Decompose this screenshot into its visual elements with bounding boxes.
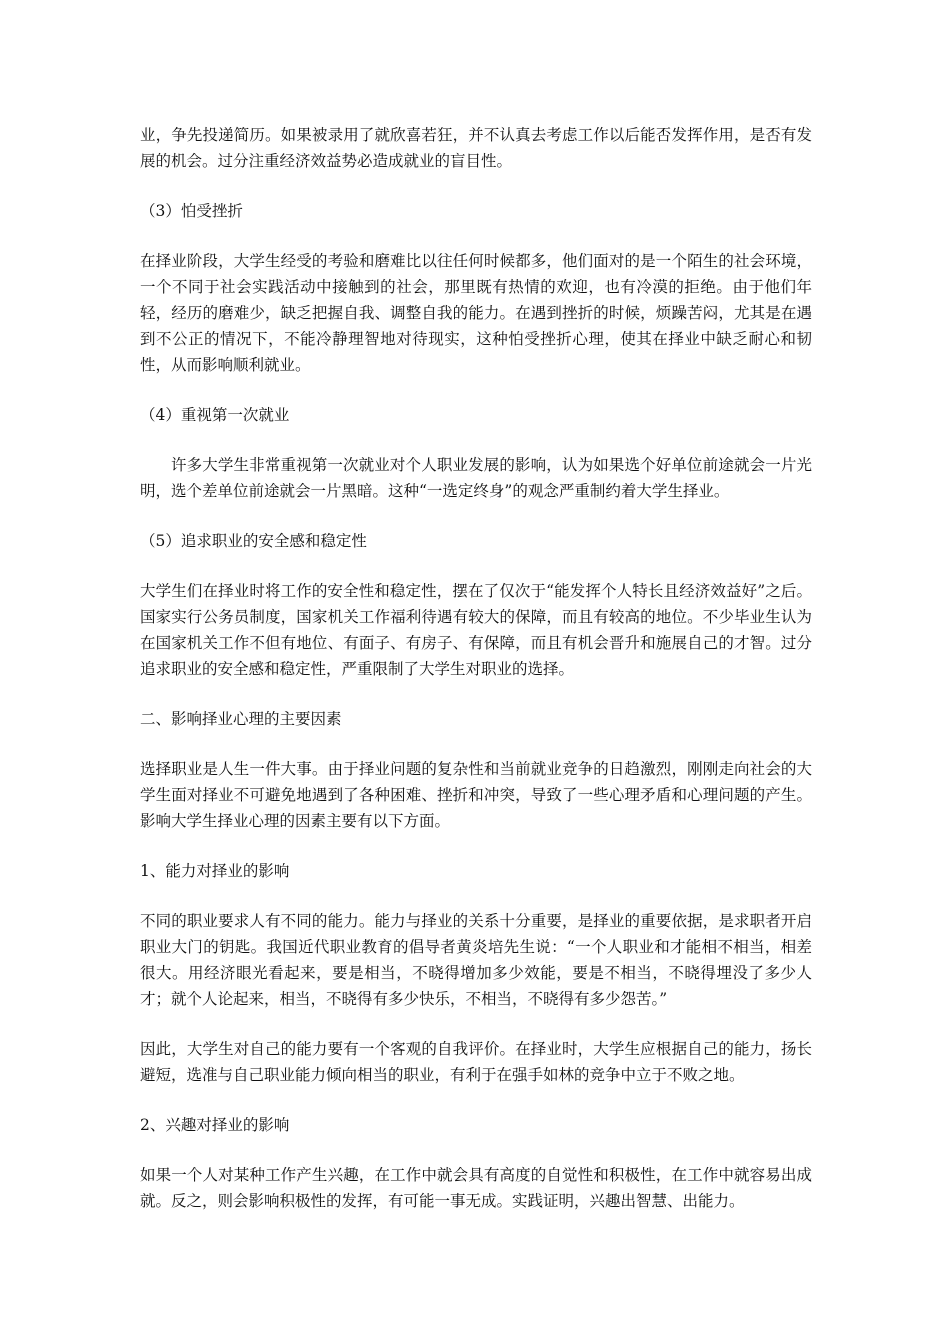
paragraph: 因此，大学生对自己的能力要有一个客观的自我评价。在择业时，大学生应根据自己的能力，扬长避短，选准与自己职业能力倾向相当的职业，有利于在强手如林的竞争中立于不败之地。: [140, 1040, 812, 1084]
paragraph: 如果一个人对某种工作产生兴趣，在工作中就会具有高度的自觉性和积极性，在工作中就容易出成就。反之，则会影响积极性的发挥，有可能一事无成。实践证明，兴趣出智慧、出能力。: [140, 1166, 812, 1210]
paragraph: 业，争先投递简历。如果被录用了就欣喜若狂，并不认真去考虑工作以后能否发挥作用，是否有发展的机会。过分注重经济效益势必造成就业的盲目性。: [140, 126, 812, 170]
paragraph: 在择业阶段，大学生经受的考验和磨难比以往任何时候都多，他们面对的是一个陌生的社会环境，一个不同于社会实践活动中接触到的社会，那里既有热情的欢迎，也有冷漠的拒绝。由于他们年轻，经历的磨难少，缺乏把握自我、调整自我的能力。在遇到挫折的时候，烦躁苦闷，尤其是在遇到不公正的情况下，不能冷静理智地对待现实，这种怕受挫折心理，使其在择业中缺乏耐心和韧性，从而影响顺利就业。: [140, 252, 812, 374]
document-body: [140, 122, 812, 1238]
section-heading: （3）怕受挫折: [140, 202, 243, 220]
section-heading: 2、兴趣对择业的影响: [140, 1116, 290, 1134]
section-heading: （4）重视第一次就业: [140, 406, 290, 424]
paragraph: 选择职业是人生一件大事。由于择业问题的复杂性和当前就业竞争的日趋激烈，刚刚走向社会的大学生面对择业不可避免地遇到了各种困难、挫折和冲突，导致了一些心理矛盾和心理问题的产生。影响大学生择业心理的因素主要有以下方面。: [140, 760, 812, 830]
section-heading: （5）追求职业的安全感和稳定性: [140, 532, 367, 550]
paragraph: 大学生们在择业时将工作的安全性和稳定性，摆在了仅次于“能发挥个人特长且经济效益好”之后。国家实行公务员制度，国家机关工作福利待遇有较大的保障，而且有较高的地位。不少毕业生认为在国家机关工作不但有地位、有面子、有房子、有保障，而且有机会晋升和施展自己的才智。过分追求职业的安全感和稳定性，严重限制了大学生对职业的选择。: [140, 582, 812, 678]
paragraph: 不同的职业要求人有不同的能力。能力与择业的关系十分重要，是择业的重要依据，是求职者开启职业大门的钥匙。我国近代职业教育的倡导者黄炎培先生说：“一个人职业和才能相不相当，相差很大。用经济眼光看起来，要是相当，不晓得增加多少效能，要是不相当，不晓得埋没了多少人才；就个人论起来，相当，不晓得有多少快乐，不相当，不晓得有多少怨苦。”: [140, 912, 812, 1008]
paragraph: 许多大学生非常重视第一次就业对个人职业发展的影响，认为如果选个好单位前途就会一片光明，选个差单位前途就会一片黑暗。这种“一选定终身”的观念严重制约着大学生择业。: [140, 456, 812, 500]
section-heading: 二、影响择业心理的主要因素: [140, 710, 342, 728]
section-heading: 1、能力对择业的影响: [140, 862, 290, 880]
